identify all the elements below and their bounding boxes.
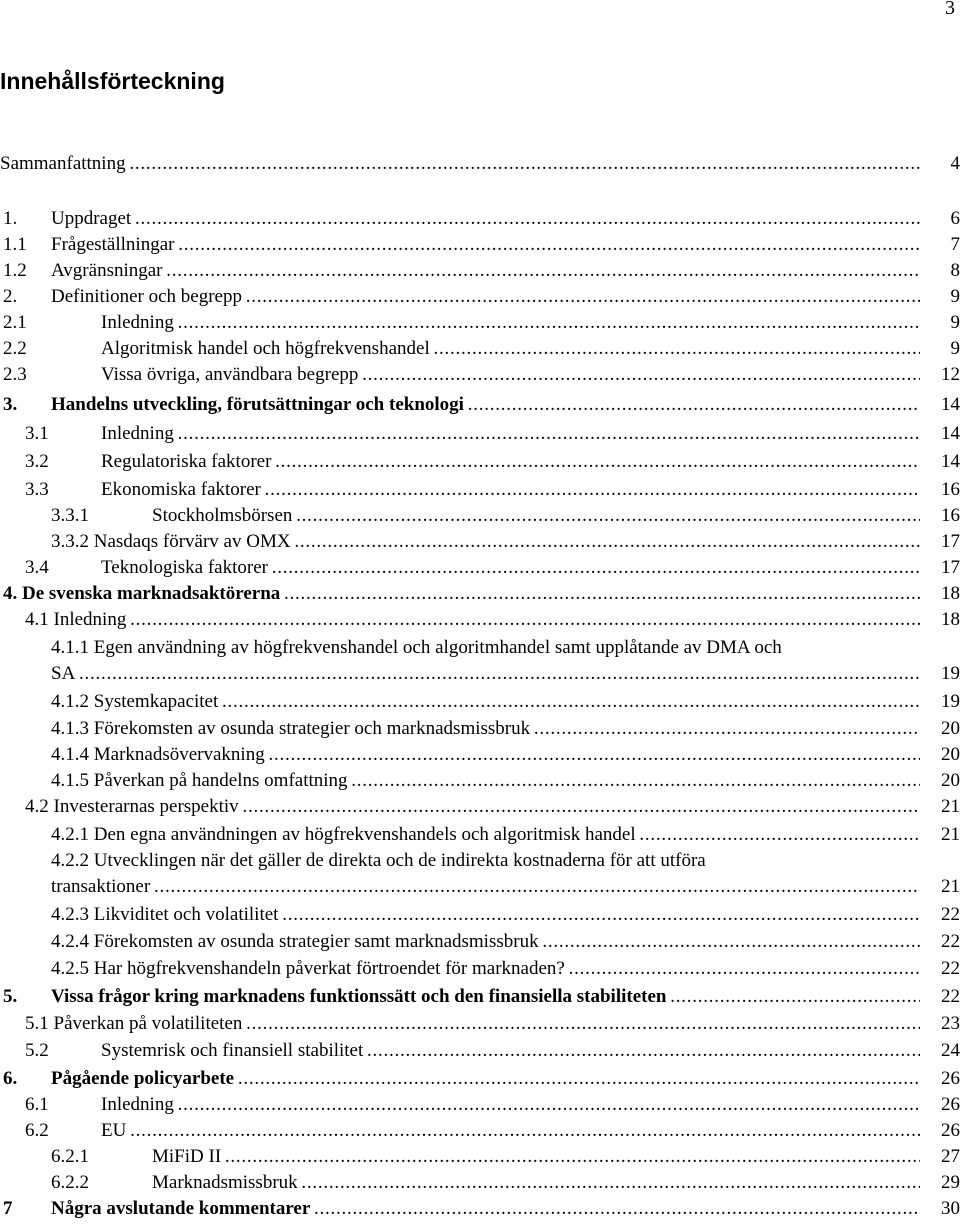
toc-entry[interactable] <box>0 635 960 687</box>
toc-entry[interactable] <box>0 1196 960 1222</box>
toc-entry-title: Regulatoriska faktorer . . . <box>101 449 920 475</box>
toc-entry-number: 3.4 <box>25 557 49 578</box>
toc-entry[interactable] <box>0 689 960 715</box>
toc-entry-number: 7 <box>3 1198 13 1219</box>
toc-entry-page: 12 <box>926 362 960 388</box>
toc-entry[interactable] <box>0 742 960 768</box>
toc-entry-title: Handelns utveckling, förutsättningar och teknologi . . . <box>51 392 920 418</box>
toc-entry-page: 27 <box>926 1144 960 1170</box>
toc-entry-number: 2.2 <box>3 338 27 359</box>
toc-entry[interactable] <box>0 284 960 310</box>
toc-entry-title: 4.1.2 Systemkapacitet . . . <box>51 689 920 715</box>
toc-entry-title: transaktioner . . . <box>51 874 920 900</box>
toc-entry-title: Systemrisk och finansiell stabilitet . . . <box>101 1038 920 1064</box>
toc-entry-title: EU . . . <box>101 1118 920 1144</box>
toc-entry[interactable] <box>0 1038 960 1064</box>
toc-entry-page: 26 <box>926 1066 960 1092</box>
toc-entry-page: 19 <box>926 689 960 715</box>
toc-entry-page: 20 <box>926 768 960 794</box>
toc-entry-number: 1.1 <box>3 234 27 255</box>
toc-entry[interactable] <box>0 848 960 900</box>
toc-entry[interactable] <box>0 336 960 362</box>
toc-entry-page: 21 <box>926 794 960 820</box>
toc-entry[interactable] <box>0 1170 960 1196</box>
toc-entry-title: 4. De svenska marknadsaktörerna . . . <box>3 581 920 607</box>
toc-entry-title: Ekonomiska faktorer . . . <box>101 477 920 503</box>
toc-entry-number: 3.3.1 <box>51 505 89 526</box>
toc-entry-title: Inledning . . . <box>101 1092 920 1118</box>
toc-entry[interactable] <box>0 503 960 529</box>
toc-entry[interactable] <box>0 902 960 928</box>
toc-entry-page: 4 <box>926 151 960 177</box>
toc-entry-title: Vissa övriga, användbara begrepp . . . <box>101 362 920 388</box>
page-number: 3 <box>945 0 955 19</box>
toc-entry-page: 22 <box>926 902 960 928</box>
toc-entry-page: 29 <box>926 1170 960 1196</box>
toc-entry[interactable] <box>0 1118 960 1144</box>
toc-entry-number: 3.2 <box>25 451 49 472</box>
toc-entry-number: 5. <box>3 986 18 1007</box>
toc-entry-number: 3.1 <box>25 423 49 444</box>
toc-entry[interactable] <box>0 822 960 848</box>
toc-entry-title: Algoritmisk handel och högfrekvenshandel . . . <box>101 336 920 362</box>
toc-entry[interactable] <box>0 716 960 742</box>
toc-entry[interactable] <box>0 607 960 633</box>
toc-entry-number: 2. <box>3 286 18 307</box>
toc-entry-page: 9 <box>926 284 960 310</box>
toc-entry-page: 9 <box>926 310 960 336</box>
toc-entry[interactable] <box>0 151 960 177</box>
toc-entry[interactable] <box>0 258 960 284</box>
toc-entry-number: 6.2.2 <box>51 1172 89 1193</box>
toc-entry-title: Inledning . . . <box>101 310 920 336</box>
toc-entry-title: Inledning . . . <box>101 421 920 447</box>
toc-entry-number: 3.3 <box>25 479 49 500</box>
toc-entry-number: 6. <box>3 1068 18 1089</box>
toc-entry-page: 20 <box>926 716 960 742</box>
toc-entry[interactable] <box>0 1092 960 1118</box>
toc-entry-page: 9 <box>926 336 960 362</box>
toc-entry-page: 7 <box>926 232 960 258</box>
toc-entry-number: 6.1 <box>25 1094 49 1115</box>
toc-entry[interactable] <box>0 310 960 336</box>
toc-entry-title: 4.2.4 Förekomsten av osunda strategier samt marknadsmissbruk . . . <box>51 929 920 955</box>
toc-entry-page: 23 <box>926 1011 960 1037</box>
toc-entry-title-line: 4.1.1 Egen användning av högfrekvenshandel och algoritmhandel samt upplåtande av DMA och <box>51 637 782 658</box>
toc-entry-page: 26 <box>926 1118 960 1144</box>
toc-entry[interactable] <box>0 392 960 418</box>
toc-entry-title-line: 4.2.2 Utvecklingen när det gäller de direkta och de indirekta kostnaderna för att utföra <box>51 850 706 871</box>
toc-entry-number: 6.2.1 <box>51 1146 89 1167</box>
toc-entry[interactable] <box>0 477 960 503</box>
toc-entry-page: 14 <box>926 449 960 475</box>
toc-entry-page: 22 <box>926 929 960 955</box>
toc-entry-title: 3.3.2 Nasdaqs förvärv av OMX . . . <box>51 529 920 555</box>
toc-entry-page: 22 <box>926 956 960 982</box>
toc-entry-page: 30 <box>926 1196 960 1222</box>
toc-entry[interactable] <box>0 232 960 258</box>
toc-entry[interactable] <box>0 529 960 555</box>
toc-entry[interactable] <box>0 362 960 388</box>
toc-entry-title: Marknadsmissbruk . . . <box>152 1170 920 1196</box>
toc-entry-title: Sammanfattning . . . <box>0 151 920 177</box>
toc-entry-page: 17 <box>926 555 960 581</box>
toc-entry-number: 6.2 <box>25 1120 49 1141</box>
toc-entry-page: 21 <box>926 822 960 848</box>
toc-entry-number: 1.2 <box>3 260 27 281</box>
toc-entry-number: 1. <box>3 208 18 229</box>
toc-entry[interactable] <box>0 1066 960 1092</box>
toc-entry-page: 6 <box>926 206 960 232</box>
toc-entry-title: 4.1.3 Förekomsten av osunda strategier och marknadsmissbruk . . . <box>51 716 920 742</box>
toc-entry[interactable] <box>0 768 960 794</box>
toc-entry-page: 26 <box>926 1092 960 1118</box>
toc-entry-page: 16 <box>926 503 960 529</box>
toc-entry-page: 8 <box>926 258 960 284</box>
toc-entry-page: 18 <box>926 581 960 607</box>
toc-entry-title: Teknologiska faktorer . . . <box>101 555 920 581</box>
toc-entry-number: 3. <box>3 394 18 415</box>
toc-entry-title: Några avslutande kommentarer . . . <box>51 1196 920 1222</box>
toc-entry-title: 4.2.5 Har högfrekvenshandeln påverkat förtroendet för marknaden? . . . <box>51 956 920 982</box>
toc-entry-page: 18 <box>926 607 960 633</box>
toc-entry-title: Definitioner och begrepp . . . <box>51 284 920 310</box>
toc-entry-page: 14 <box>926 421 960 447</box>
toc-entry-number: 2.3 <box>3 364 27 385</box>
toc-entry-title: 4.2 Investerarnas perspektiv . . . <box>25 794 920 820</box>
toc-entry[interactable] <box>0 794 960 820</box>
toc-entry[interactable] <box>0 1011 960 1037</box>
toc-entry-title: 5.1 Påverkan på volatiliteten . . . <box>25 1011 920 1037</box>
toc-entry[interactable] <box>0 581 960 607</box>
toc-entry-title: 4.2.1 Den egna användningen av högfrekvenshandels och algoritmisk handel . . . <box>51 822 920 848</box>
toc-entry-page: 17 <box>926 529 960 555</box>
toc-entry-title: 4.1 Inledning . . . <box>25 607 920 633</box>
toc-entry[interactable] <box>0 984 960 1010</box>
toc-entry-title: Frågeställningar . . . <box>51 232 920 258</box>
toc-entry-title: 4.2.3 Likviditet och volatilitet . . . <box>51 902 920 928</box>
toc-entry[interactable] <box>0 929 960 955</box>
toc-entry-page: 21 <box>926 874 960 900</box>
toc-entry-number: 2.1 <box>3 312 27 333</box>
toc-entry-page: 16 <box>926 477 960 503</box>
toc-entry-page: 14 <box>926 392 960 418</box>
toc-entry[interactable] <box>0 555 960 581</box>
toc-entry-title: Stockholmsbörsen . . . <box>152 503 920 529</box>
toc-entry[interactable] <box>0 206 960 232</box>
toc-entry-title: Pågående policyarbete . . . <box>51 1066 920 1092</box>
toc-heading: Innehållsförteckning <box>0 68 225 94</box>
toc-entry-page: 19 <box>926 661 960 687</box>
toc-entry-title: Vissa frågor kring marknadens funktionssätt och den finansiella stabiliteten . . . <box>51 984 920 1010</box>
toc-entry[interactable] <box>0 1144 960 1170</box>
toc-entry-title: Uppdraget . . . <box>51 206 920 232</box>
toc-entry-title: 4.1.4 Marknadsövervakning . . . <box>51 742 920 768</box>
toc-entry-title: MiFiD II . . . <box>152 1144 920 1170</box>
toc-entry-number: 5.2 <box>25 1040 49 1061</box>
toc-entry-page: 20 <box>926 742 960 768</box>
toc-entry[interactable] <box>0 956 960 982</box>
toc-entry[interactable] <box>0 421 960 447</box>
toc-entry-page: 22 <box>926 984 960 1010</box>
toc-entry-page: 24 <box>926 1038 960 1064</box>
toc-entry[interactable] <box>0 449 960 475</box>
toc-entry-title: SA . . . <box>51 661 920 687</box>
toc-entry-title: Avgränsningar . . . <box>51 258 920 284</box>
toc-entry-title: 4.1.5 Påverkan på handelns omfattning . . . <box>51 768 920 794</box>
